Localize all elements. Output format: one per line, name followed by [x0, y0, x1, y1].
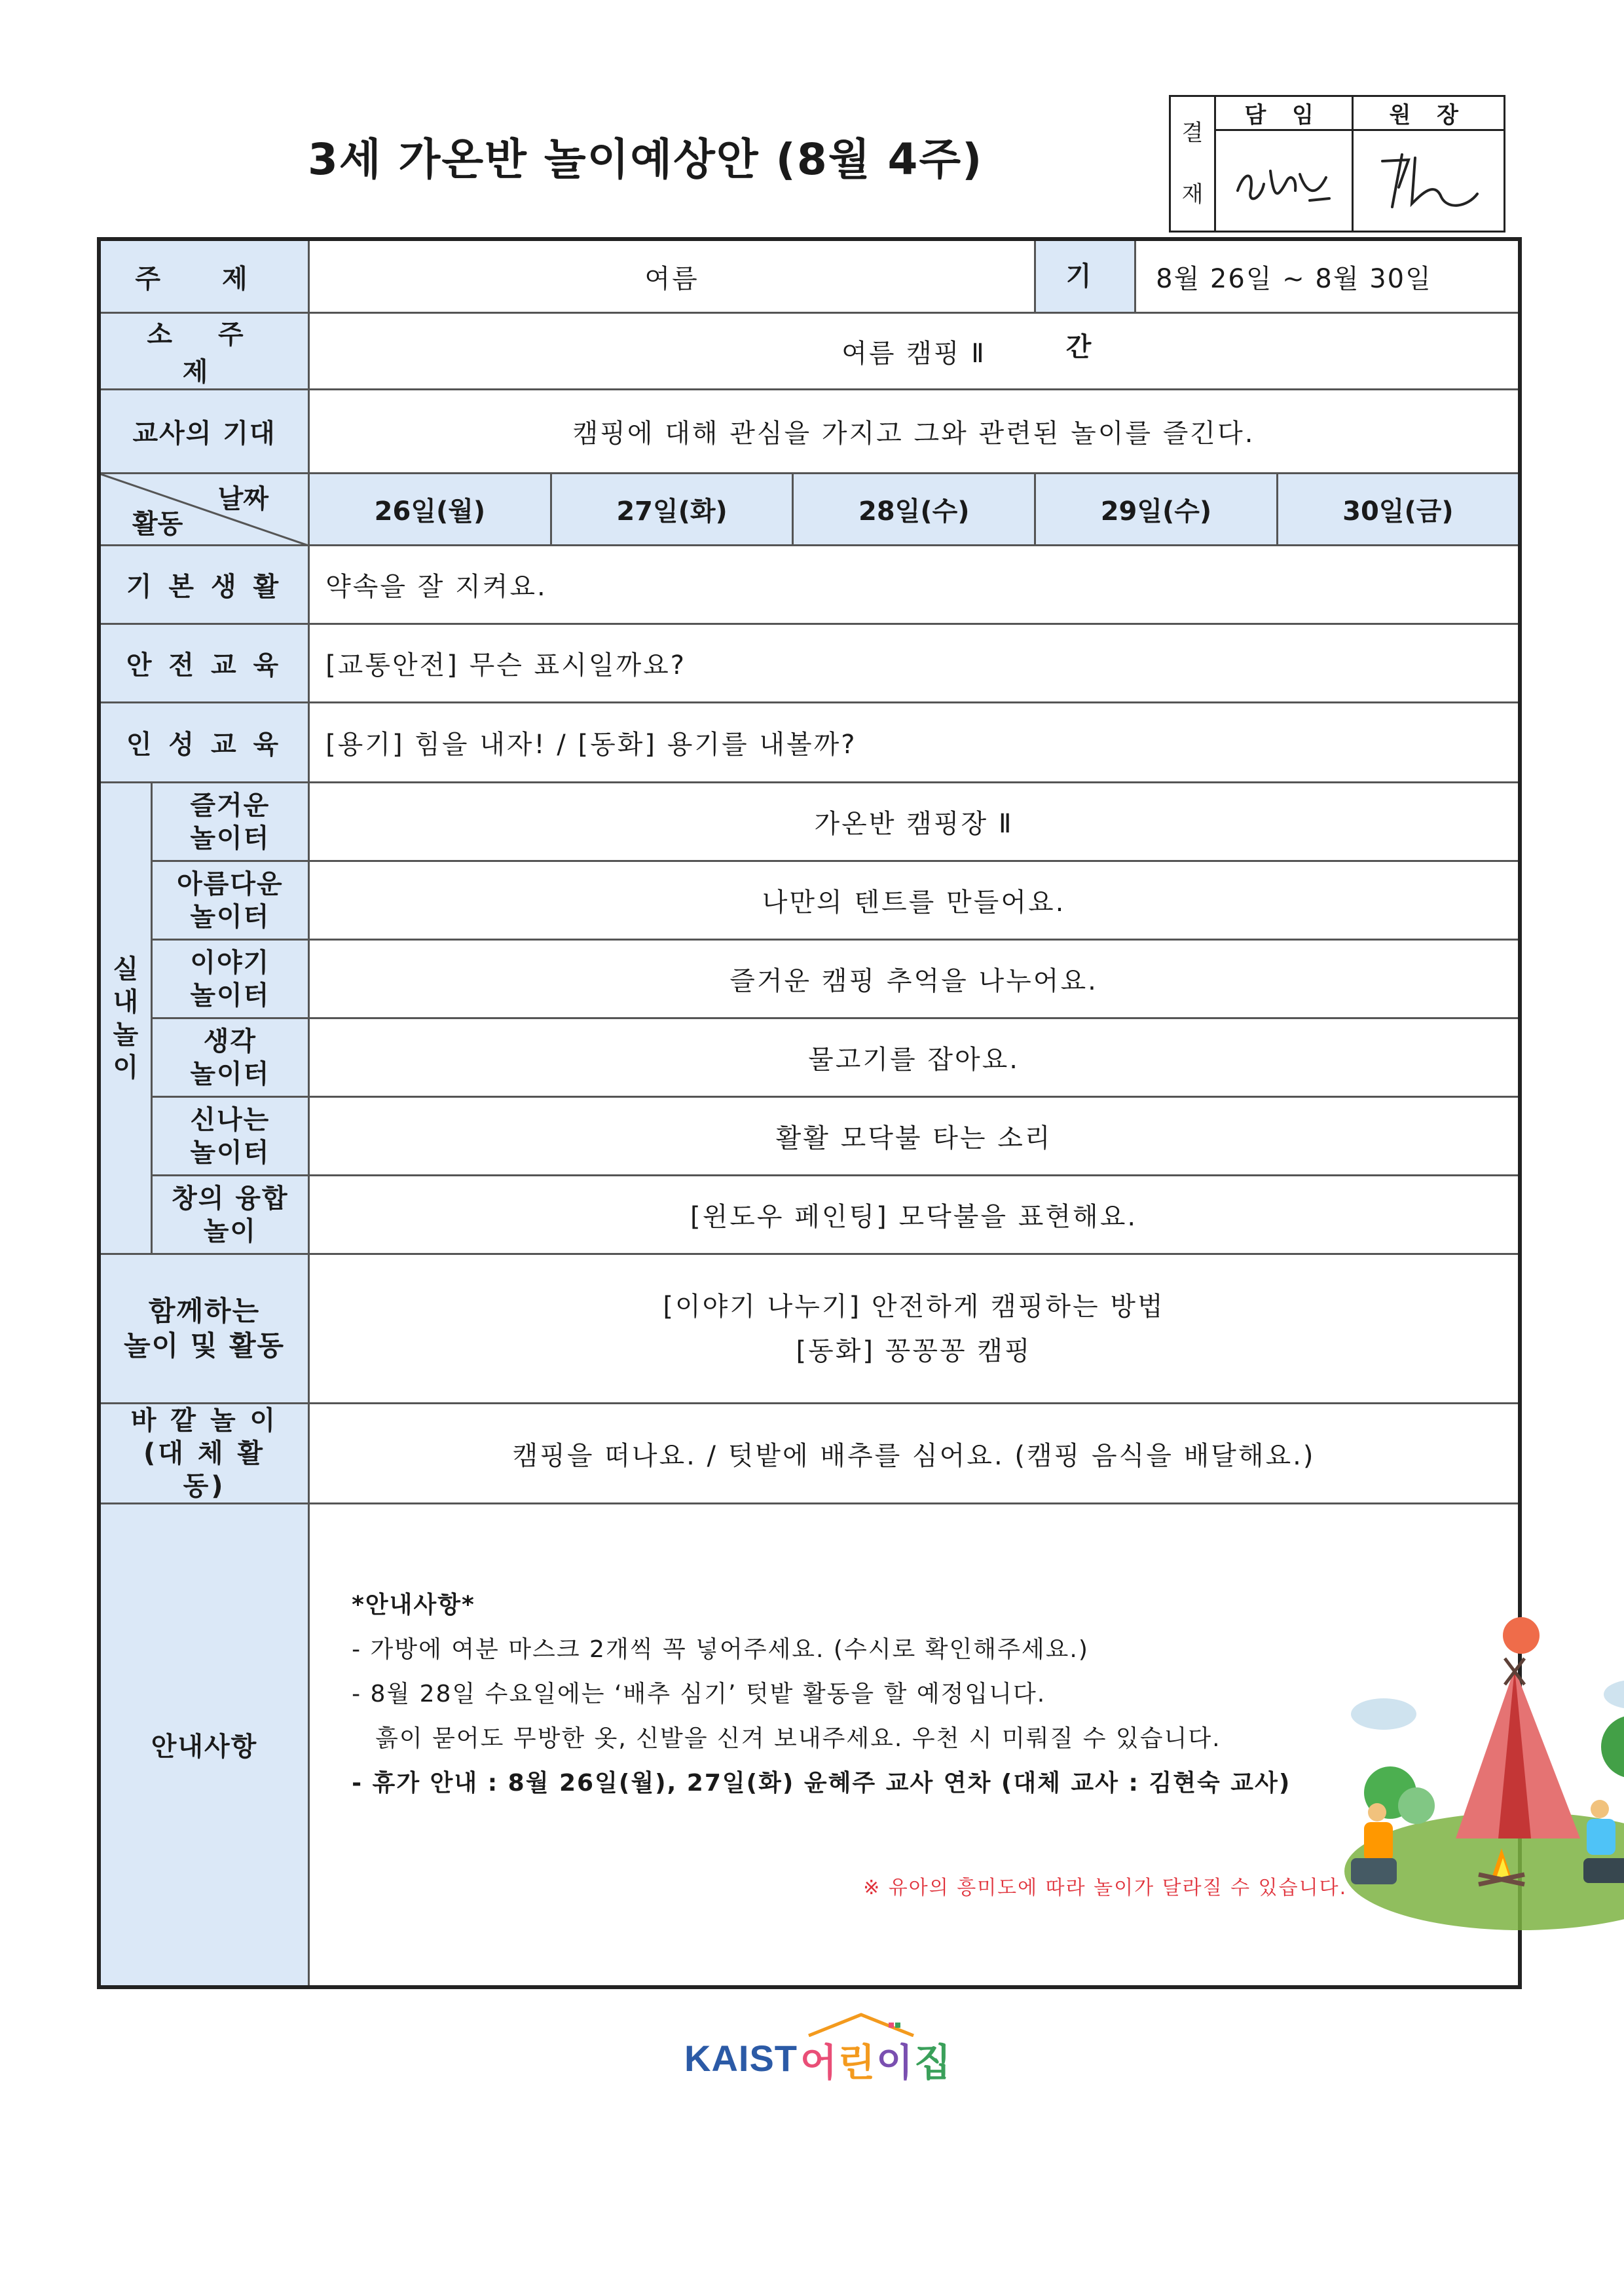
together-row [99, 1254, 1520, 1404]
safety-value: [교통안전] 무슨 표시일까요? [309, 624, 1520, 703]
indoor-label-char: 내 [113, 986, 139, 1017]
logo-kaist: KAIST [684, 2038, 798, 2079]
indoor-label-char: 이 [113, 1052, 139, 1083]
subtheme-row [99, 313, 1520, 390]
corner-activity-label: 활동 [132, 509, 183, 539]
logo-char: 이 [876, 2040, 915, 2085]
homeroom-signature-icon [1225, 145, 1342, 217]
principal-signature [1352, 130, 1504, 232]
indoor-area-value: 즐거운 캠핑 추억을 나누어요. [309, 940, 1520, 1018]
character-value: [용기] 힘을 내자! / [동화] 용기를 내볼까? [309, 703, 1520, 783]
notice-row [99, 1504, 1520, 1987]
notice-label: 안내사항 [99, 1504, 309, 1987]
logo-char: 린 [838, 2040, 877, 2085]
together-value [309, 1254, 1520, 1404]
day-header: 29일(수) [1035, 474, 1278, 546]
notice-line: - 휴가 안내 : 8월 26일(월), 27일(화) 윤혜주 교사 연차 (대체 교사 : 김현숙 교사) [352, 1770, 1291, 1797]
days-row [99, 474, 1520, 546]
period-cell [1035, 239, 1520, 362]
together-line: [동화] 꽁꽁꽁 캠핑 [796, 1335, 1032, 1366]
subtheme-label: 소 주 제 [99, 313, 309, 390]
day-header: 26일(월) [309, 474, 551, 546]
expectation-row [99, 390, 1520, 474]
indoor-row [99, 1018, 1520, 1097]
indoor-play-label [99, 783, 151, 1254]
notice-line: - 가방에 여분 마스크 2개씩 꼭 넣어주세요. (수시로 확인해주세요.) [352, 1636, 1089, 1663]
indoor-row [99, 861, 1520, 940]
area-label-line: 창의 융합 [172, 1183, 289, 1214]
logo-char: 집 [914, 2040, 953, 2085]
indoor-area-label [151, 1018, 308, 1097]
theme-row [99, 239, 1520, 313]
area-label-line: 이야기 [190, 947, 270, 978]
principal-signature-icon [1363, 141, 1494, 220]
date-activity-corner [99, 474, 309, 546]
notice-text [352, 1583, 1291, 1806]
notice-cell [309, 1504, 1520, 1987]
basic-life-value: 약속을 잘 지켜요. [309, 546, 1520, 624]
area-label-line: 신나는 [190, 1104, 270, 1135]
period-value: 8월 26일 ~ 8월 30일 [1156, 263, 1432, 294]
safety-label: 안 전 교 육 [99, 624, 309, 703]
area-label-line: 아름다운 [177, 868, 284, 899]
indoor-area-value: 물고기를 잡아요. [309, 1018, 1520, 1097]
theme-label: 주 제 [99, 239, 309, 313]
area-label-line: 놀이 [203, 1216, 257, 1246]
logo-kids [800, 2032, 952, 2087]
indoor-area-label [151, 783, 308, 861]
together-label [99, 1254, 309, 1404]
outdoor-label-line: (대 체 활 동) [143, 1438, 266, 1501]
expectation-value: 캠핑에 대해 관심을 가지고 그와 관련된 놀이를 즐긴다. [309, 390, 1520, 474]
theme-value: 여름 [309, 239, 1035, 313]
basic-life-label: 기 본 생 활 [99, 546, 309, 624]
expectation-label: 교사의 기대 [99, 390, 309, 474]
outdoor-label [99, 1404, 309, 1504]
camping-illustration-icon [1325, 1596, 1624, 1950]
logo-char: 어 [800, 2040, 839, 2085]
principal-label: 원 장 [1352, 96, 1504, 130]
together-label-line: 놀이 및 활동 [123, 1329, 286, 1362]
notice-line: - 8월 28일 수요일에는 ‘배추 심기’ 텃밭 활동을 할 예정입니다. [352, 1681, 1046, 1707]
corner-date-label: 날짜 [217, 484, 269, 514]
indoor-row [99, 783, 1520, 861]
indoor-label-char: 놀 [113, 1019, 139, 1050]
area-label-line: 놀이터 [190, 1058, 270, 1089]
indoor-area-value: 나만의 텐트를 만들어요. [309, 861, 1520, 940]
notice-line: 흙이 묻어도 무방한 옷, 신발을 신겨 보내주세요. 우천 시 미뤄질 수 있습니다. [375, 1725, 1221, 1752]
area-label-line: 놀이터 [190, 901, 270, 932]
area-label-line: 생각 [203, 1026, 257, 1056]
approval-box [1169, 95, 1505, 233]
outdoor-value: 캠핑을 떠나요. / 텃밭에 배추를 심어요. (캠핑 음식을 배달해요.) [309, 1404, 1520, 1504]
area-label-line: 놀이터 [190, 823, 270, 853]
character-label: 인 성 교 육 [99, 703, 309, 783]
approval-side-label [1170, 96, 1215, 232]
notice-heading: *안내사항* [352, 1592, 475, 1618]
character-row [99, 703, 1520, 783]
outdoor-row [99, 1404, 1520, 1504]
day-header: 27일(화) [551, 474, 793, 546]
area-label-line: 놀이터 [190, 980, 270, 1011]
indoor-label-char: 실 [113, 954, 139, 984]
period-label: 기 간 [1036, 241, 1136, 312]
indoor-area-value: 가온반 캠핑장 Ⅱ [309, 783, 1520, 861]
area-label-line: 놀이터 [190, 1137, 270, 1168]
indoor-row [99, 1176, 1520, 1254]
indoor-area-label [151, 861, 308, 940]
indoor-area-label [151, 1097, 308, 1176]
indoor-area-label [151, 1176, 308, 1254]
together-line: [이야기 나누기] 안전하게 캠핑하는 방법 [663, 1291, 1165, 1322]
approval-side-char: 재 [1181, 181, 1204, 208]
approval-side-char: 결 [1181, 119, 1204, 146]
notice-footnote: ※ 유아의 흥미도에 따라 놀이가 달라질 수 있습니다. [863, 1876, 1348, 1899]
homeroom-signature [1215, 130, 1353, 232]
indoor-area-value: 활활 모닥불 타는 소리 [309, 1097, 1520, 1176]
indoor-row [99, 1097, 1520, 1176]
homeroom-label: 담 임 [1215, 96, 1353, 130]
plan-table [97, 237, 1522, 1989]
day-header: 30일(금) [1277, 474, 1520, 546]
subtheme-value: 여름 캠핑 Ⅱ [309, 313, 1520, 390]
indoor-area-value: [윈도우 페인팅] 모닥불을 표현해요. [309, 1176, 1520, 1254]
basic-life-row [99, 546, 1520, 624]
indoor-area-label [151, 940, 308, 1018]
area-label-line: 즐거운 [190, 790, 270, 821]
safety-row [99, 624, 1520, 703]
outdoor-label-line: 바 깥 놀 이 [130, 1406, 278, 1436]
page-title: 3세 가온반 놀이예상안 (8월 4주) [308, 134, 984, 185]
indoor-row [99, 940, 1520, 1018]
together-label-line: 함께하는 [148, 1295, 261, 1327]
day-header: 28일(수) [793, 474, 1035, 546]
